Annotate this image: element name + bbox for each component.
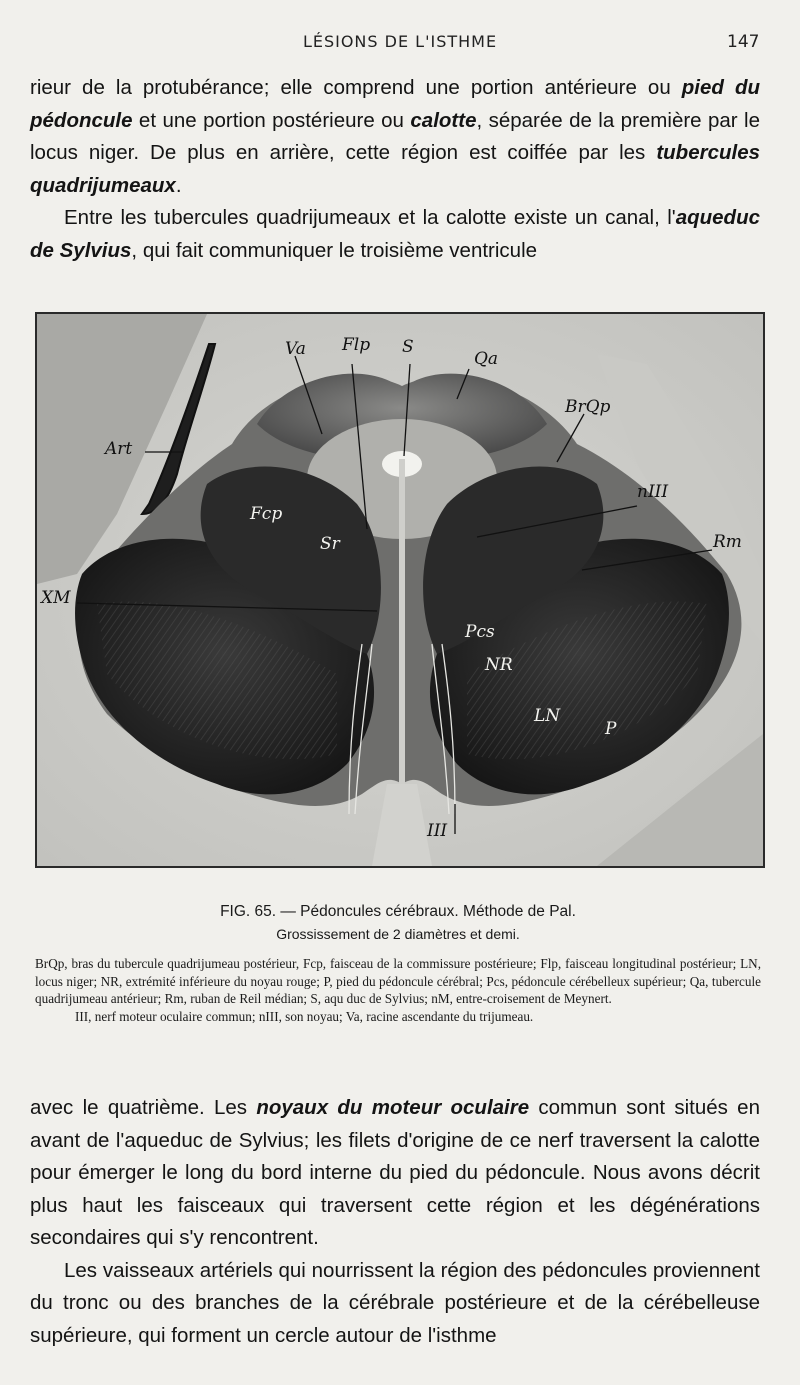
label-rm: Rm [713,532,742,552]
label-pcs: Pcs [465,622,495,642]
running-head [0,30,800,54]
label-nr: NR [485,655,513,675]
label-qa: Qa [474,349,499,369]
label-flp: Flp [342,335,371,355]
brain-section-figure [35,312,765,868]
label-iii: III [427,821,448,841]
text-block-top [30,72,760,267]
label-ln: LN [534,706,561,726]
label-va: Va [285,339,306,359]
paragraph-1: rieur de la protubérance; elle comprend une portion antérieure ou pied du pédoncule et une portion postérieure ou calotte, séparée de la première par le locus niger. De plus en arrière, cette région est coiffée par les tubercules quadrijumeaux. [30,76,760,197]
text-block-bottom [30,1092,760,1352]
label-art: Art [105,439,133,459]
paragraph-3: avec le quatrième. Les noyaux du moteur oculaire commun sont situés en avant de l'aqueduc de Sylvius; les filets d'origine de ce nerf traversent la calotte pour émerger le long du bord interne du pied du pédoncule. Nous avons décrit plus haut les faisceaux qui traversent cette région et les dégénérations secondaires qui s'y rencontrent. [30,1096,760,1249]
label-sr: Sr [320,534,340,554]
figure-legend [35,955,761,1025]
running-title: LÉSIONS DE L'ISTHME [302,32,498,51]
label-fcp: Fcp [250,504,283,524]
label-s: S [402,337,414,357]
page-number: 147 [727,32,760,52]
peduncle-section-illustration [37,314,763,866]
legend-text: BrQp, bras du tubercule quadrijumeau postérieur, Fcp, faisceau de la commissure postérieure; Flp, faisceau longitudinal postérieur; LN, locus niger; NR, extrémité inférieure du noyau rouge; P, pied du pédoncule cérébral; Pcs, pédoncule cérébelleux supérieur; Qa, tubercule quadrijumeau antérieur; Rm, ruban de Reil médian; S, aqu duc de Sylvius; nM, entre-croisement de Meynert. [35,956,761,1006]
label-xm: XM [41,588,71,608]
figure-caption: FIG. 65. — Pédoncules cérébraux. Méthode de Pal. [220,903,576,920]
label-n3: nIII [637,482,669,502]
label-brqp: BrQp [565,397,611,417]
paragraph-4: Les vaisseaux artériels qui nourrissent la région des pédoncules proviennent du tronc ou des branches de la cérébrale postérieure et de la cérébelleuse supérieure, qui forment un cercle autour de l'isthme [30,1258,760,1347]
figure-caption-subtitle: Grossissement de 2 diamètres et demi. [276,926,520,942]
paragraph-2: Entre les tubercules quadrijumeaux et la calotte existe un canal, l'aqueduc de Sylvius, qui fait communiquer le troisième ventricule [30,206,760,262]
legend-last-line: III, nerf moteur oculaire commun; nIII, son noyau; Va, racine ascendante du trijumeau. [75,1008,534,1024]
label-p: P [605,719,617,739]
